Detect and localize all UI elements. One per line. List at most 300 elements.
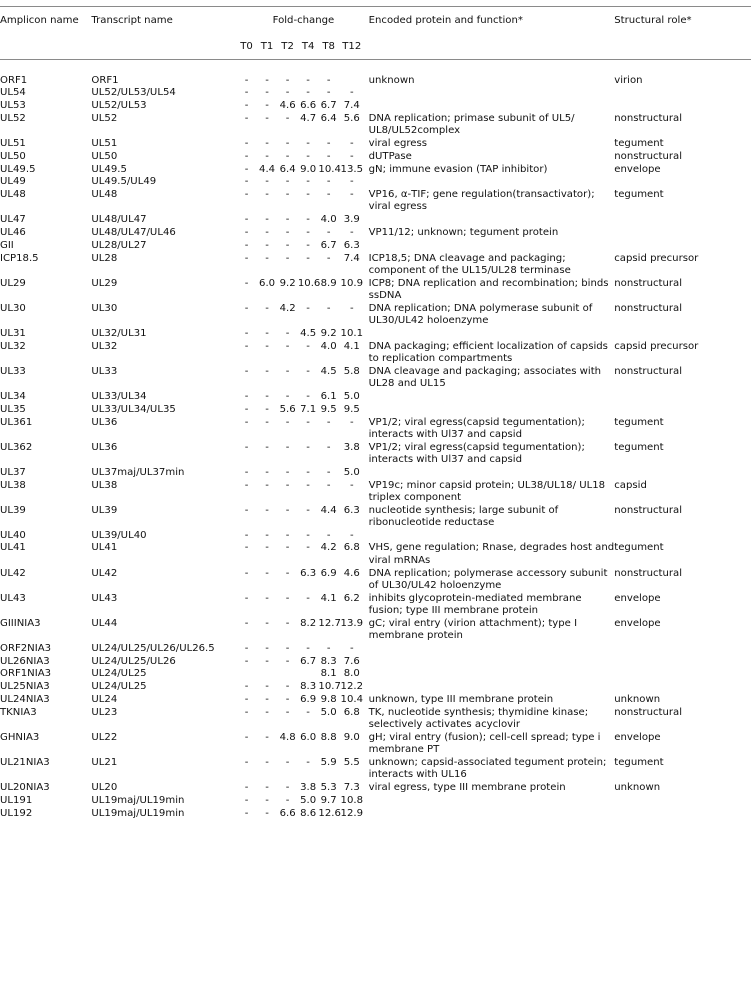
structural-role-cell: unknown bbox=[614, 694, 661, 706]
table-row bbox=[0, 706, 751, 731]
fold-change-cell: - bbox=[349, 137, 354, 149]
fold-change-cell: 9.0 bbox=[343, 731, 360, 743]
transcript-cell: UL33/UL34/UL35 bbox=[91, 403, 176, 415]
fold-change-cell bbox=[339, 74, 365, 87]
fold-change-cell: 8.0 bbox=[343, 668, 360, 680]
protein-function-cell: VP1/2; viral egress(capsid tegumentation); interacts with Ul37 and capsid bbox=[368, 416, 585, 440]
transcript-cell: UL23 bbox=[91, 706, 118, 718]
protein-function-cell bbox=[365, 681, 615, 694]
fold-change-cell: - bbox=[306, 504, 310, 516]
transcript-cell: UL48/UL47/UL46 bbox=[91, 227, 176, 239]
fold-change-cell: - bbox=[265, 567, 269, 579]
fold-change-cell: - bbox=[306, 74, 310, 86]
fold-change-cell: - bbox=[244, 87, 249, 99]
fold-change-cell: - bbox=[306, 227, 310, 239]
table-row bbox=[0, 617, 751, 642]
structural-role-cell bbox=[614, 327, 751, 340]
table-row bbox=[0, 681, 751, 694]
amplicon-cell: UL362 bbox=[0, 441, 33, 453]
protein-function-cell bbox=[365, 807, 615, 820]
transcript-cell: UL50 bbox=[91, 150, 118, 162]
amplicon-cell: ORF2NIA3 bbox=[0, 642, 52, 654]
transcript-cell: UL48/UL47 bbox=[91, 214, 147, 226]
table-row bbox=[0, 227, 751, 240]
fold-change-cell: - bbox=[265, 642, 269, 654]
table-row bbox=[0, 100, 751, 113]
fold-change-cell: - bbox=[306, 757, 310, 769]
fold-change-cell: - bbox=[244, 163, 249, 175]
fold-change-cell: - bbox=[244, 807, 249, 819]
table-row bbox=[0, 655, 751, 668]
fold-change-cell: - bbox=[265, 479, 269, 491]
structural-role-cell bbox=[614, 227, 751, 240]
amplicon-cell: TKNIA3 bbox=[0, 706, 37, 718]
fold-change-cell: - bbox=[244, 592, 249, 604]
fold-change-cell: - bbox=[285, 340, 290, 352]
structural-role-cell: envelope bbox=[614, 731, 661, 743]
fold-change-cell: - bbox=[244, 655, 249, 667]
fold-change-cell: 9.2 bbox=[279, 277, 296, 289]
amplicon-cell: GII bbox=[0, 239, 14, 251]
fold-change-cell bbox=[257, 668, 278, 681]
fold-change-cell: - bbox=[265, 214, 269, 226]
fold-change-cell: - bbox=[244, 466, 249, 478]
fold-change-cell: 5.0 bbox=[320, 706, 337, 718]
fold-change-cell: - bbox=[265, 706, 269, 718]
fold-change-cell: - bbox=[285, 176, 290, 188]
protein-function-cell bbox=[365, 529, 615, 542]
fold-change-cell: - bbox=[244, 567, 249, 579]
fold-change-cell: - bbox=[349, 227, 354, 239]
fold-change-cell: - bbox=[265, 731, 269, 743]
fold-change-cell: 10.1 bbox=[340, 327, 364, 339]
fold-change-cell: - bbox=[285, 189, 290, 201]
transcript-cell: UL20 bbox=[91, 782, 118, 794]
fold-change-cell: - bbox=[265, 302, 269, 314]
amplicon-cell: UL30 bbox=[0, 302, 26, 314]
amplicon-cell: UL38 bbox=[0, 479, 26, 491]
fold-change-cell: 4.6 bbox=[279, 100, 296, 112]
fold-change-cell: 5.8 bbox=[343, 365, 360, 377]
structural-role-cell bbox=[614, 655, 751, 668]
protein-function-cell: ICP8; DNA replication and recombination; binds ssDNA bbox=[368, 277, 609, 302]
structural-role-cell: tegument bbox=[614, 757, 664, 769]
protein-function-cell: VP1/2; viral egress(capsid tegumentation); interacts with Ul37 and capsid bbox=[368, 441, 585, 465]
fold-change-cell: - bbox=[244, 252, 249, 264]
amplicon-cell: UL31 bbox=[0, 327, 26, 339]
table-row bbox=[0, 694, 751, 707]
table-body bbox=[0, 60, 751, 821]
fold-change-cell: 13.9 bbox=[340, 617, 364, 629]
transcript-cell: UL36 bbox=[91, 416, 118, 428]
fold-change-cell: - bbox=[244, 731, 249, 743]
fold-change-cell: 5.6 bbox=[279, 403, 296, 415]
fold-change-cell: - bbox=[285, 112, 290, 124]
protein-function-cell bbox=[365, 87, 615, 100]
structural-role-cell bbox=[614, 668, 751, 681]
transcript-cell: UL42 bbox=[91, 567, 118, 579]
fold-change-cell: - bbox=[265, 176, 269, 188]
amplicon-cell: ORF1 bbox=[0, 74, 28, 86]
fold-change-cell: - bbox=[285, 782, 290, 794]
fold-change-cell: 7.6 bbox=[343, 655, 360, 667]
fold-change-cell: - bbox=[326, 302, 331, 314]
fold-change-cell: - bbox=[306, 87, 310, 99]
fold-change-cell: 9.0 bbox=[300, 163, 317, 175]
fold-change-cell: 6.6 bbox=[300, 100, 317, 112]
fold-change-cell: 9.8 bbox=[320, 694, 337, 706]
fold-change-cell: - bbox=[244, 112, 249, 124]
fold-change-cell: - bbox=[244, 365, 249, 377]
fold-change-table bbox=[0, 6, 751, 820]
protein-function-cell: DNA replication; polymerase accessory subunit of UL30/UL42 holoenzyme bbox=[368, 567, 608, 591]
fold-change-cell: - bbox=[265, 655, 269, 667]
fold-change-cell: 4.2 bbox=[279, 302, 296, 314]
fold-change-cell: - bbox=[285, 327, 290, 339]
fold-change-cell: - bbox=[285, 592, 290, 604]
fold-change-cell: - bbox=[285, 74, 290, 86]
fold-change-cell: - bbox=[265, 441, 269, 453]
fold-change-cell: - bbox=[244, 504, 249, 516]
fold-change-cell: 12.6 bbox=[318, 807, 341, 819]
structural-role-cell: nonstructural bbox=[614, 706, 683, 718]
transcript-cell: UL24 bbox=[91, 694, 118, 706]
transcript-cell: UL24/UL25 bbox=[91, 681, 147, 693]
transcript-cell: ORF1 bbox=[91, 74, 119, 86]
fold-change-cell: - bbox=[265, 807, 269, 819]
fold-change-cell: - bbox=[265, 189, 269, 201]
structural-role-cell bbox=[614, 466, 751, 479]
fold-change-cell: - bbox=[265, 529, 269, 541]
fold-change-cell: - bbox=[265, 390, 269, 402]
protein-function-cell: unknown; capsid-associated tegument protein; interacts with UL16 bbox=[368, 757, 607, 781]
fold-change-cell: - bbox=[349, 87, 354, 99]
protein-function-cell: gH; viral entry (fusion); cell-cell spread; type i membrane PT bbox=[368, 731, 601, 756]
fold-change-cell: 5.5 bbox=[343, 757, 360, 769]
transcript-cell: UL38 bbox=[91, 479, 118, 491]
fold-change-cell: 4.4 bbox=[259, 163, 276, 175]
fold-change-cell: - bbox=[244, 681, 249, 693]
fold-change-cell: - bbox=[349, 529, 354, 541]
fold-change-cell: - bbox=[265, 681, 269, 693]
fold-change-cell: 3.9 bbox=[343, 214, 360, 226]
fold-change-cell: 6.3 bbox=[343, 239, 360, 251]
fold-change-cell: - bbox=[244, 74, 249, 86]
transcript-cell: UL51 bbox=[91, 137, 118, 149]
fold-change-cell: - bbox=[326, 642, 331, 654]
table-row bbox=[0, 441, 751, 466]
fold-change-cell: - bbox=[306, 189, 310, 201]
structural-role-cell: nonstructural bbox=[614, 365, 683, 377]
fold-change-cell: - bbox=[285, 137, 290, 149]
fold-change-cell: - bbox=[244, 757, 249, 769]
fold-change-cell: 6.8 bbox=[343, 706, 360, 718]
amplicon-cell: UL48 bbox=[0, 189, 26, 201]
fold-change-cell: 10.4 bbox=[318, 163, 341, 175]
fold-change-cell: - bbox=[306, 542, 310, 554]
transcript-cell: UL33 bbox=[91, 365, 118, 377]
fold-change-cell: - bbox=[265, 87, 269, 99]
fold-change-cell: - bbox=[244, 794, 249, 806]
fold-change-cell: - bbox=[306, 390, 310, 402]
fold-change-cell: 6.0 bbox=[300, 731, 317, 743]
fold-change-cell: - bbox=[285, 567, 290, 579]
transcript-cell: UL52/UL53/UL54 bbox=[91, 87, 176, 99]
fold-change-cell: 12.9 bbox=[340, 807, 364, 819]
fold-change-cell: - bbox=[306, 466, 310, 478]
table-row bbox=[0, 390, 751, 403]
fold-change-cell: - bbox=[244, 529, 249, 541]
table-row bbox=[0, 252, 751, 277]
structural-role-cell: tegument bbox=[614, 416, 664, 428]
transcript-cell: UL37maj/UL37min bbox=[91, 466, 185, 478]
header-t8: T8 bbox=[318, 33, 339, 60]
fold-change-cell: - bbox=[326, 416, 331, 428]
fold-change-cell: - bbox=[265, 782, 269, 794]
fold-change-cell: - bbox=[265, 239, 269, 251]
table-row bbox=[0, 479, 751, 504]
fold-change-cell: 4.7 bbox=[300, 112, 317, 124]
structural-role-cell: envelope bbox=[614, 592, 661, 604]
fold-change-cell: 6.0 bbox=[259, 277, 276, 289]
protein-function-cell: VHS, gene regulation; Rnase, degrades host and viral mRNAs bbox=[368, 542, 615, 566]
structural-role-cell: capsid precursor bbox=[614, 340, 699, 352]
fold-change-cell: - bbox=[306, 176, 310, 188]
amplicon-cell: UL37 bbox=[0, 466, 26, 478]
fold-change-cell: - bbox=[285, 416, 290, 428]
fold-change-cell: 8.3 bbox=[300, 681, 317, 693]
table-row bbox=[0, 277, 751, 302]
header-t12: T12 bbox=[339, 33, 365, 60]
fold-change-cell: 9.2 bbox=[320, 327, 337, 339]
protein-function-cell bbox=[365, 655, 615, 668]
amplicon-cell: UL47 bbox=[0, 214, 26, 226]
transcript-cell: UL30 bbox=[91, 302, 118, 314]
fold-change-cell: - bbox=[244, 189, 249, 201]
fold-change-cell: - bbox=[326, 137, 331, 149]
fold-change-cell: - bbox=[285, 479, 290, 491]
transcript-cell: UL29 bbox=[91, 277, 118, 289]
fold-change-cell: 5.0 bbox=[300, 794, 317, 806]
fold-change-cell: 7.1 bbox=[300, 403, 317, 415]
header-fold-change: Fold-change bbox=[272, 14, 335, 26]
fold-change-cell: - bbox=[285, 87, 290, 99]
header-t4: T4 bbox=[298, 33, 319, 60]
fold-change-cell: - bbox=[244, 176, 249, 188]
amplicon-cell: UL49.5 bbox=[0, 163, 36, 175]
transcript-cell: UL39 bbox=[91, 504, 118, 516]
structural-role-cell: tegument bbox=[614, 137, 664, 149]
table-row bbox=[0, 757, 751, 782]
table-row bbox=[0, 592, 751, 617]
structural-role-cell bbox=[614, 239, 751, 252]
fold-change-cell: - bbox=[244, 227, 249, 239]
fold-change-cell: 12.2 bbox=[340, 681, 364, 693]
amplicon-cell: UL53 bbox=[0, 100, 26, 112]
fold-change-cell: - bbox=[244, 302, 249, 314]
structural-role-cell bbox=[614, 681, 751, 694]
structural-role-cell bbox=[614, 807, 751, 820]
table-row bbox=[0, 150, 751, 163]
fold-change-cell: 6.7 bbox=[320, 239, 337, 251]
fold-change-cell bbox=[298, 668, 319, 681]
transcript-cell: UL49.5 bbox=[91, 163, 127, 175]
table-row bbox=[0, 340, 751, 365]
amplicon-cell: UL34 bbox=[0, 390, 26, 402]
fold-change-cell: 5.0 bbox=[343, 390, 360, 402]
fold-change-cell: - bbox=[349, 479, 354, 491]
amplicon-cell: UL191 bbox=[0, 794, 33, 806]
protein-function-cell bbox=[365, 176, 615, 189]
table-row bbox=[0, 807, 751, 820]
table-row bbox=[0, 365, 751, 390]
fold-change-cell: - bbox=[349, 416, 354, 428]
structural-role-cell: nonstructural bbox=[614, 302, 683, 314]
fold-change-cell: - bbox=[326, 189, 331, 201]
fold-change-cell: - bbox=[285, 466, 290, 478]
fold-change-cell: - bbox=[244, 239, 249, 251]
fold-change-cell: - bbox=[265, 365, 269, 377]
structural-role-cell: nonstructural bbox=[614, 504, 683, 516]
fold-change-cell: - bbox=[306, 416, 310, 428]
structural-role-cell bbox=[614, 390, 751, 403]
fold-change-cell: - bbox=[244, 441, 249, 453]
fold-change-cell: - bbox=[349, 302, 354, 314]
fold-change-cell: 4.2 bbox=[320, 542, 337, 554]
protein-function-cell: inhibits glycoprotein-mediated membrane fusion; type III membrane protein bbox=[368, 592, 582, 616]
fold-change-cell: - bbox=[326, 227, 331, 239]
protein-function-cell bbox=[365, 403, 615, 416]
fold-change-cell: 6.9 bbox=[320, 567, 337, 579]
amplicon-cell: UL42 bbox=[0, 567, 26, 579]
fold-change-cell: - bbox=[285, 214, 290, 226]
fold-change-cell: - bbox=[265, 504, 269, 516]
amplicon-cell: UL54 bbox=[0, 87, 26, 99]
header-t0: T0 bbox=[236, 33, 257, 60]
protein-function-cell: gN; immune evasion (TAP inhibitor) bbox=[368, 163, 548, 175]
protein-function-cell bbox=[365, 100, 615, 113]
fold-change-cell: - bbox=[349, 150, 354, 162]
protein-function-cell: DNA cleavage and packaging; associates with UL28 and UL15 bbox=[368, 365, 602, 390]
structural-role-cell bbox=[614, 794, 751, 807]
fold-change-cell: - bbox=[326, 479, 331, 491]
fold-change-cell: 6.4 bbox=[279, 163, 296, 175]
fold-change-cell: - bbox=[265, 112, 269, 124]
fold-change-cell: 12.7 bbox=[318, 617, 341, 629]
fold-change-cell: - bbox=[306, 340, 310, 352]
protein-function-cell: VP19c; minor capsid protein; UL38/UL18/ UL18 triplex component bbox=[368, 479, 606, 503]
fold-change-cell: - bbox=[326, 466, 331, 478]
amplicon-cell: ORF1NIA3 bbox=[0, 668, 52, 680]
fold-change-cell: - bbox=[265, 542, 269, 554]
header-transcript: Transcript name bbox=[91, 7, 236, 34]
fold-change-cell: - bbox=[244, 542, 249, 554]
fold-change-cell: - bbox=[285, 694, 290, 706]
fold-change-cell: 3.8 bbox=[343, 441, 360, 453]
fold-change-cell: - bbox=[285, 681, 290, 693]
structural-role-cell: virion bbox=[614, 74, 643, 86]
fold-change-cell: - bbox=[244, 214, 249, 226]
amplicon-cell: UL361 bbox=[0, 416, 33, 428]
table-row bbox=[0, 403, 751, 416]
fold-change-cell: 9.5 bbox=[320, 403, 337, 415]
fold-change-cell: - bbox=[306, 706, 310, 718]
transcript-cell: UL41 bbox=[91, 542, 118, 554]
table-row bbox=[0, 504, 751, 529]
protein-function-cell: TK, nucleotide synthesis; thymidine kinase; selectively activates acyclovir bbox=[368, 706, 589, 731]
fold-change-cell: - bbox=[285, 706, 290, 718]
fold-change-cell: 7.4 bbox=[343, 252, 360, 264]
fold-change-cell: - bbox=[265, 150, 269, 162]
header-amplicon: Amplicon name bbox=[0, 7, 91, 34]
fold-change-cell: 8.8 bbox=[320, 731, 337, 743]
amplicon-cell: UL35 bbox=[0, 403, 26, 415]
amplicon-cell: UL25NIA3 bbox=[0, 681, 50, 693]
fold-change-cell: 10.7 bbox=[318, 681, 341, 693]
table-row bbox=[0, 189, 751, 214]
fold-change-cell: 6.7 bbox=[300, 655, 317, 667]
transcript-cell: UL52 bbox=[91, 112, 118, 124]
structural-role-cell: tegument bbox=[614, 189, 664, 201]
fold-change-cell: 4.8 bbox=[279, 731, 296, 743]
protein-function-cell: DNA packaging; efficient localization of capsids to replication compartments bbox=[368, 340, 608, 365]
fold-change-cell: 5.0 bbox=[343, 466, 360, 478]
fold-change-cell: 5.6 bbox=[343, 112, 360, 124]
fold-change-cell: - bbox=[244, 327, 249, 339]
fold-change-cell: - bbox=[285, 504, 290, 516]
transcript-cell: UL32 bbox=[91, 340, 118, 352]
fold-change-cell: - bbox=[265, 794, 269, 806]
table-row bbox=[0, 176, 751, 189]
fold-change-cell: - bbox=[244, 150, 249, 162]
fold-change-cell: - bbox=[244, 277, 249, 289]
structural-role-cell: tegument bbox=[614, 441, 664, 453]
fold-change-cell: - bbox=[285, 617, 290, 629]
table-row bbox=[0, 74, 751, 87]
fold-change-cell: - bbox=[244, 617, 249, 629]
amplicon-cell: UL29 bbox=[0, 277, 26, 289]
protein-function-cell bbox=[365, 214, 615, 227]
table-row bbox=[0, 542, 751, 567]
amplicon-cell: UL24NIA3 bbox=[0, 694, 50, 706]
fold-change-cell: - bbox=[349, 176, 354, 188]
protein-function-cell: unknown bbox=[368, 74, 415, 86]
fold-change-cell: - bbox=[265, 74, 269, 86]
transcript-cell: UL24/UL25/UL26 bbox=[91, 655, 176, 667]
fold-change-cell: 6.9 bbox=[300, 694, 317, 706]
structural-role-cell: unknown bbox=[614, 782, 661, 794]
fold-change-cell: 6.7 bbox=[320, 100, 337, 112]
fold-change-cell: 8.1 bbox=[320, 668, 337, 680]
header-protein: Encoded protein and function* bbox=[365, 7, 615, 34]
protein-function-cell: nucleotide synthesis; large subunit of ribonucleotide reductase bbox=[368, 504, 559, 528]
fold-change-cell bbox=[277, 668, 298, 681]
fold-change-cell: - bbox=[244, 100, 249, 112]
fold-change-cell: 6.4 bbox=[320, 112, 337, 124]
table-row bbox=[0, 529, 751, 542]
transcript-cell: UL32/UL31 bbox=[91, 327, 147, 339]
fold-change-cell: - bbox=[265, 100, 269, 112]
protein-function-cell: DNA replication; primase subunit of UL5/ UL8/UL52complex bbox=[368, 112, 575, 137]
amplicon-cell: ICP18.5 bbox=[0, 252, 39, 264]
amplicon-cell: UL32 bbox=[0, 340, 26, 352]
structural-role-cell bbox=[614, 100, 751, 113]
transcript-cell: UL19maj/UL19min bbox=[91, 794, 185, 806]
fold-change-cell: - bbox=[285, 794, 290, 806]
protein-function-cell: dUTPase bbox=[368, 150, 412, 162]
table-row bbox=[0, 794, 751, 807]
fold-change-cell: - bbox=[285, 655, 290, 667]
